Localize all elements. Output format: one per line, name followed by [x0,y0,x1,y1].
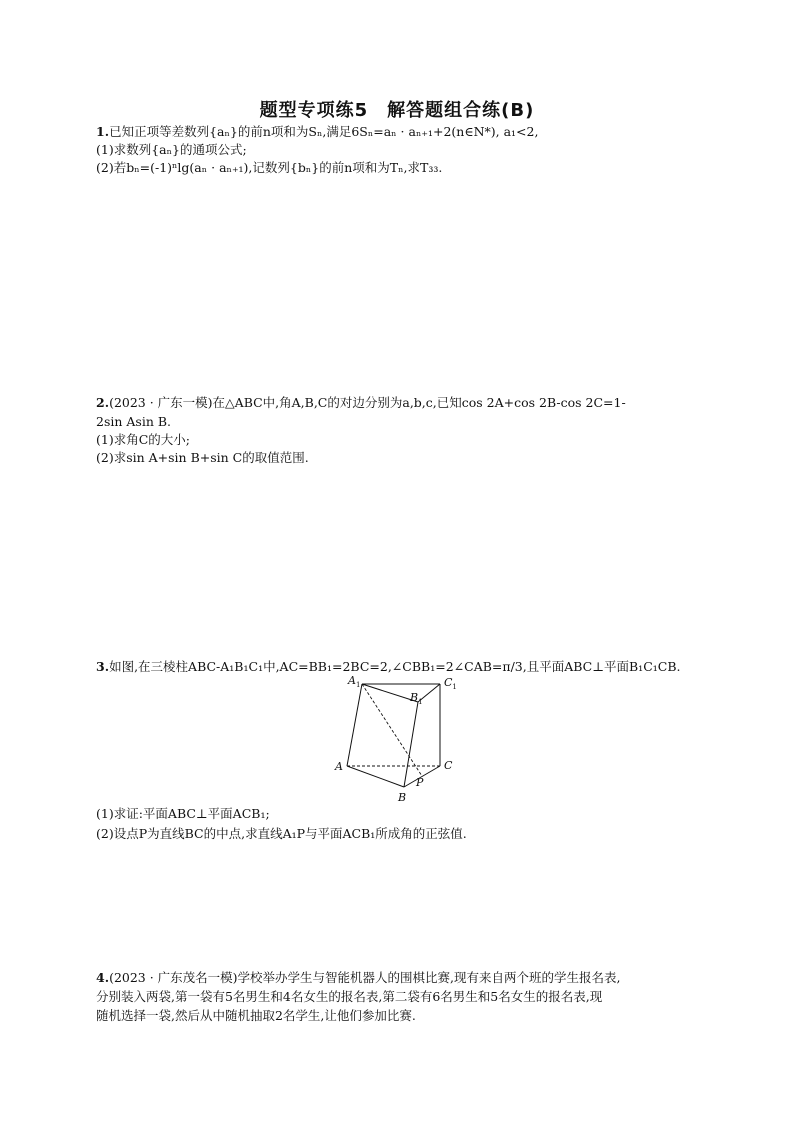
question-4-line-1 [96,970,621,986]
question-2-number: 2. [96,395,110,410]
prism-diagram [330,672,470,807]
question-4-line-3: 随机选择一袋,然后从中随机抽取2名学生,让他们参加比赛. [96,1008,416,1023]
prism-figure [330,672,470,807]
question-1-part-1: (1)求数列{aₙ}的通项公式; [96,142,247,157]
label-c1: $C_1$ [444,676,457,691]
label-b: B [398,791,407,804]
label-b1: $B_1$ [410,691,423,706]
question-3-part-2: (2)设点P为直线BC的中点,求直线A₁P与平面ACB₁所成角的正弦值. [96,826,467,841]
label-a1: $A_1$ [348,674,361,689]
label-p: P [416,776,424,789]
question-2-stem [96,395,626,411]
question-2-text-b: 2sin Asin B. [96,414,172,429]
page-title: 题型专项练5 解答题组合练(B) [259,100,535,121]
label-c: C [444,759,453,772]
question-2-part-2: (2)求sin A+sin B+sin C的取值范围. [96,450,309,465]
question-3-text: 如图,在三棱柱ABC-A₁B₁C₁中,AC=BB₁=2BC=2,∠CBB₁=2∠CAB=π/3,且平面ABC⊥平面B₁C₁CB. [109,659,681,674]
question-3-part-1: (1)求证:平面ABC⊥平面ACB₁; [96,806,270,821]
question-4-number: 4. [96,970,110,985]
question-1-part-2: (2)若bₙ=(-1)ⁿlg(aₙ · aₙ₊₁),记数列{bₙ}的前n项和为Tₙ,求T₃₃. [96,160,443,175]
question-3-number: 3. [96,659,110,674]
label-a: A [335,760,343,773]
question-1-stem [96,124,538,140]
question-4-line-2: 分别装入两袋,第一袋有5名男生和4名女生的报名表,第二袋有6名男生和5名女生的报名表,现 [96,989,603,1004]
question-4-text-1: (2023 · 广东茂名一模)学校举办学生与智能机器人的围棋比赛,现有来自两个班的学生报名表, [109,970,621,985]
question-2-text-a: (2023 · 广东一模)在△ABC中,角A,B,C的对边分别为a,b,c,已知cos 2A+cos 2B-cos 2C=1- [109,395,626,410]
question-1-number: 1. [96,124,110,139]
question-2-part-1: (1)求角C的大小; [96,432,190,447]
question-1-text: 已知正项等差数列{aₙ}的前n项和为Sₙ,满足6Sₙ=aₙ · aₙ₊₁+2(n∈N*), a₁<2, [109,124,539,139]
